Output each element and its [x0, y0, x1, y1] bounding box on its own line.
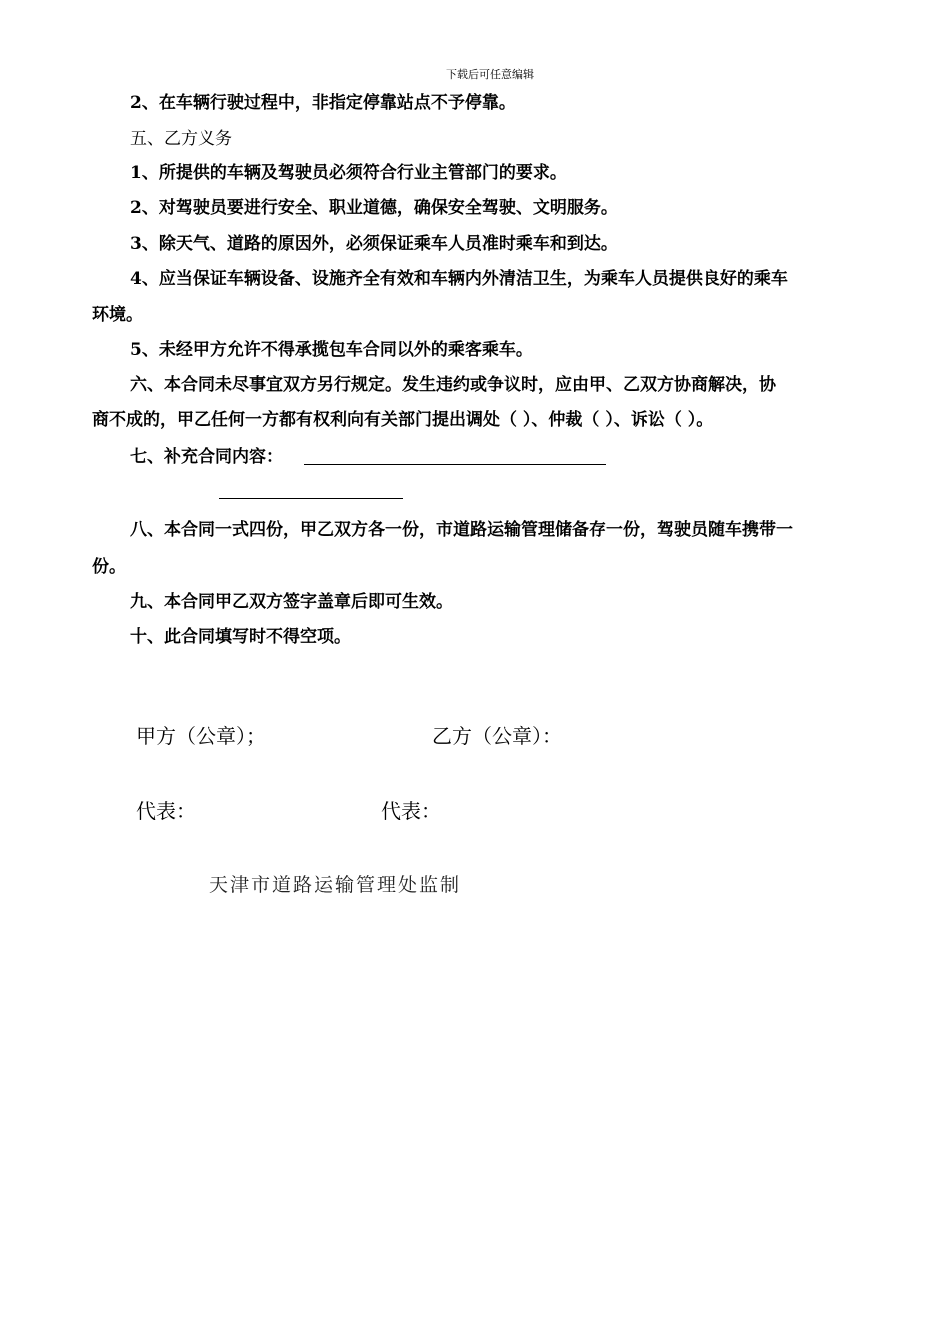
party-a-seal-label: 甲方（公章）； — [136, 724, 266, 748]
section-7: 七、补充合同内容： — [130, 447, 283, 467]
section-6-line1: 六、本合同未尽事宜双方另行规定。发生违约或争议时，应由甲、乙双方协商解决，协 — [130, 375, 776, 395]
supplement-blank-line-2 — [219, 498, 403, 499]
section-8-line2: 份。 — [92, 557, 126, 577]
clause-5-2: 2、对驾驶员要进行安全、职业道德，确保安全驾驶、文明服务。 — [130, 198, 618, 218]
section-5-heading: 五、乙方义务 — [130, 129, 232, 149]
page-header-note: 下载后可任意编辑 — [446, 68, 534, 81]
clause-5-4-line2: 环境。 — [92, 305, 143, 325]
party-b-seal-label: 乙方（公章）： — [432, 724, 562, 748]
section-9: 九、本合同甲乙双方签字盖章后即可生效。 — [130, 592, 453, 612]
clause-4-2: 2、在车辆行驶过程中，非指定停靠站点不予停靠。 — [130, 93, 516, 113]
clause-5-3: 3、除天气、道路的原因外，必须保证乘车人员准时乘车和到达。 — [130, 234, 618, 254]
supplement-blank-line-1 — [304, 464, 606, 465]
party-b-representative-label: 代表： — [381, 799, 441, 823]
section-6-line2: 商不成的，甲乙任何一方都有权利向有关部门提出调处（ ）、仲裁（ ）、诉讼（ ）。 — [92, 410, 714, 430]
clause-5-4-line1: 4、应当保证车辆设备、设施齐全有效和车辆内外清洁卫生，为乘车人员提供良好的乘车 — [130, 269, 788, 289]
party-a-representative-label: 代表： — [136, 799, 196, 823]
section-10: 十、此合同填写时不得空项。 — [130, 627, 351, 647]
section-8-line1: 八、本合同一式四份，甲乙双方各一份，市道路运输管理储备存一份，驾驶员随车携带一 — [130, 520, 793, 540]
clause-5-5: 5、未经甲方允许不得承揽包车合同以外的乘客乘车。 — [130, 340, 533, 360]
clause-5-1: 1、所提供的车辆及驾驶员必须符合行业主管部门的要求。 — [130, 163, 567, 183]
issuer-footer: 天津市道路运输管理处监制 — [209, 874, 462, 896]
